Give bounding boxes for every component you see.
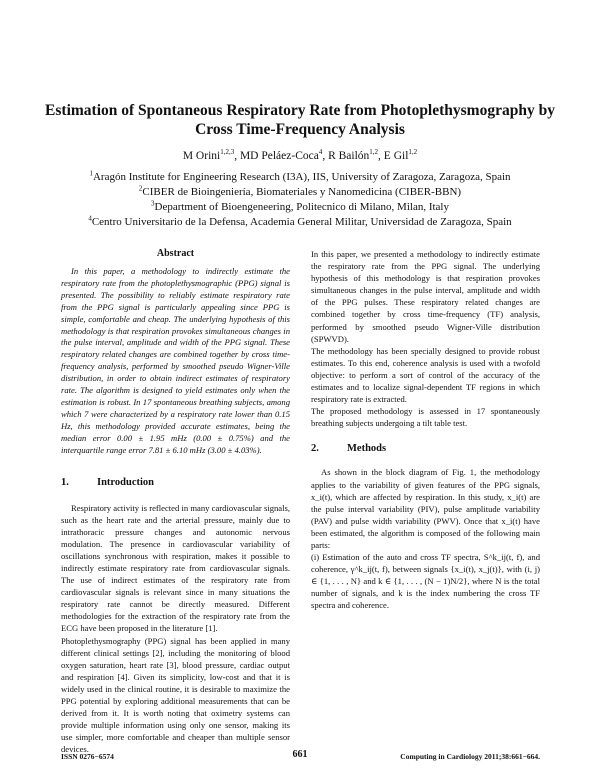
section-number: 2. [311, 443, 319, 455]
paragraph: In this paper, we presented a methodology to indirectly estimate the respiratory rate from the PPG signal. The underlying hypothesis of this methodology is that respiration provokes simultaneous changes in the pulse interval, amplitude and width of the PPG pulses. These respiratory related changes are combined together by cross time-frequency (TF) analysis, performed by smoothed pseudo Wigner-Ville distribution (SPWVD). [311, 249, 540, 344]
paragraph: The proposed methodology is assessed in 17 spontaneously breathing subjects undergoing a tilt table test. [311, 406, 540, 429]
author: E Gil$^{1,2}$ [383, 148, 418, 162]
section-title: Introduction [97, 476, 154, 488]
abstract-heading: Abstract [156, 248, 195, 259]
section-number: 1. [61, 476, 69, 488]
affiliation-list [40, 170, 560, 230]
affiliation: $^1$Aragón Institute for Engineering Research (I3A), IIS, University of Zaragoza, Zaragoza, Spain [89, 169, 511, 183]
section-title: Methods [347, 443, 387, 455]
journal-footer: Computing in Cardiology 2011;38:661−664. [400, 752, 540, 761]
paragraph: (i) Estimation of the auto and cross TF spectra, S^k_ij(t, f), and coherence, γ^k_ij(t, f), between signals {x_i(t), x_j(t)}, with (i, j) ∈ {1, . . . , N} and k ∈ {1, . . . , (N − 1)N/2}, where N is the total number of signals, and k is the index numbering the cross TF spectra and coherence. [311, 552, 540, 611]
paragraph: Photoplethysmography (PPG) signal has been applied in many different clinical settings [2], including the monitoring of blood oxygen saturation, heart rate [3], blood pressure, cardiac output and respiration [4]. Given its simplicity, low-cost and that it is widely used in the clinical routine, it is desirable to maximize the PPG potential by exploring additional measurements that can be derived from it. It is worth noting that oximetry systems can provide multiple information using only one sensor, making its use simpler, more comfortable and cheaper than multiple sensor devices. [61, 635, 290, 755]
affiliation: $^4$Centro Universitario de la Defensa, Academia General Militar, Universidad de Zaragoza, Spain [88, 214, 512, 228]
left-column [61, 248, 290, 755]
author: MD Peláez-Coca$^4$, [239, 148, 329, 162]
affiliation: $^2$CIBER de Bioingeniería, Biomateriales y Nanomedicina (CIBER-BBN) [138, 184, 462, 198]
issn-footer: ISSN 0276−6574 [61, 752, 114, 761]
right-column [311, 248, 540, 612]
paragraph: The methodology has been specially designed to provide robust estimates. To this end, coherence analysis is used with a twofold objective: to perform a sort of control of the accuracy of the estimates and to localize signal-dependent TF regions in which respiratory rate is extracted. [311, 345, 540, 405]
paragraph: As shown in the block diagram of Fig. 1, the methodology applies to the variability of given features of the PPG signals, x_i(t), which are affected by respiration. In this study, x_i(t) are the pulse interval variability (PIV), pulse amplitude variability (PAV) and pulse width variability (PWV). Once that x_i(t) have been estimated, the algorithm is composed of the following main parts: [311, 467, 540, 550]
paragraph: Respiratory activity is reflected in many cardiovascular signals, such as the heart rate and the arterial pressure, mainly due to intrathoracic pressure changes and autonomic nervous modulation. The presence in cardiovascular variability of oscillations synchronous with respiration, makes it possible to indirectly estimate respiratory rate from cardiovascular signals. The use of indirect estimates of the respiratory rate from cardiovascular signals is relevant since in many situations the respiratory rate cannot be directly measured. Different methodologies for the extraction of the respiratory rate from the ECG have been proposed in the literature [1]. [61, 502, 290, 634]
page-number: 661 [292, 749, 308, 760]
section-heading-methods [311, 443, 540, 454]
paper-title: Estimation of Spontaneous Respiratory Rate from Photoplethysmography by Cross Time-Frequency Analysis [45, 102, 555, 138]
section-heading-introduction [61, 477, 290, 488]
affiliation: $^3$Department of Bioengeneering, Politecnico di Milano, Milan, Italy [151, 199, 449, 213]
author: M Orini$^{1,2,3}$, [182, 148, 240, 162]
abstract-text: In this paper, a methodology to indirectly estimate the respiratory rate from the photoplethysmographic (PPG) signal is presented. The possibility to reliably estimate respiratory rate from the PPG signal is particularly appealing since PPG is simple, comfortable and cheap. The underlying hypothesis of this methodology is that respiration provokes simultaneous changes in the pulse interval, amplitude and width of the PPG signal. These respiratory related changes are combined together by cross time-frequency analysis, performed by smoothed pseudo Wigner-Ville distribution, in order to obtain indirect estimates of respiratory rate. The algorithm is designed to yield estimates only when the estimation is robust. In 17 spontaneous breathing subjects, among which 7 were characterized by a respiratory rate lower than 0.15 Hz, this methodology provided accurate estimates, being the median error 0.00 ± 1.95 mHz (0.00 ± 0.75%) and the interquartile range error 7.81 ± 6.10 mHz (3.00 ± 4.03%). [61, 266, 290, 455]
author-list [40, 149, 560, 163]
author: R Bailón$^{1,2}$, [328, 148, 384, 162]
